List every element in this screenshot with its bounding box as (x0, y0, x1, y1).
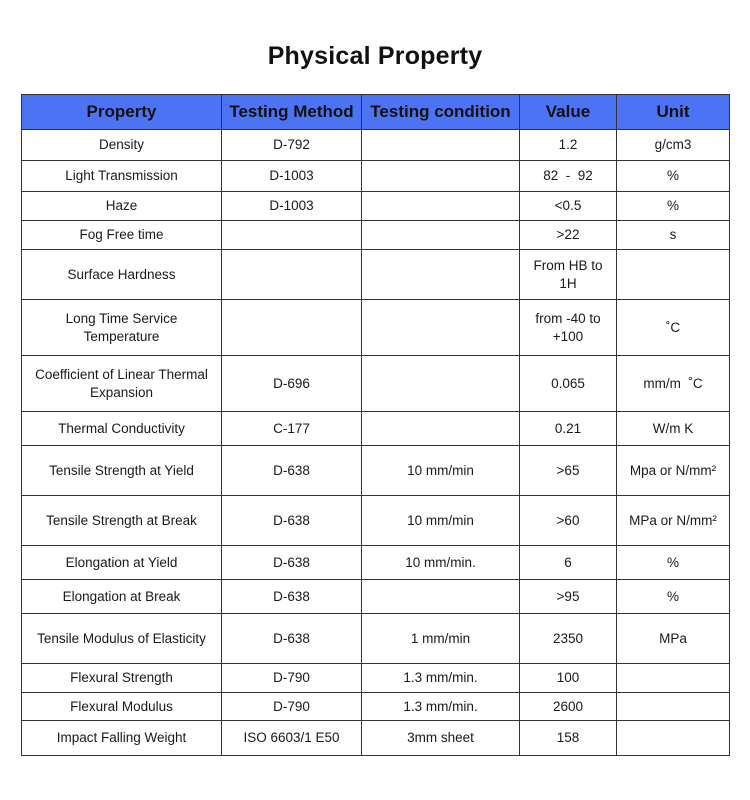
cell-value: 6 (520, 546, 617, 580)
table-row (22, 580, 730, 614)
cell-property: Thermal Conductivity (22, 412, 222, 446)
cell-condition: 10 mm/min. (362, 546, 520, 580)
cell-unit: MPa or N/mm² (617, 496, 730, 546)
cell-value: 158 (520, 721, 617, 756)
cell-unit (617, 664, 730, 693)
cell-method: D-792 (222, 130, 362, 161)
cell-method (222, 221, 362, 250)
table-row (22, 446, 730, 496)
header-value: Value (520, 95, 617, 130)
cell-unit: MPa (617, 614, 730, 664)
table-header-row (22, 95, 730, 130)
table-row (22, 412, 730, 446)
cell-property: Elongation at Yield (22, 546, 222, 580)
cell-unit: Mpa or N/mm² (617, 446, 730, 496)
cell-value: <0.5 (520, 192, 617, 221)
cell-property: Flexural Modulus (22, 693, 222, 721)
cell-condition (362, 130, 520, 161)
table-row (22, 721, 730, 756)
header-testing-method: Testing Method (222, 95, 362, 130)
cell-unit (617, 250, 730, 300)
cell-unit: % (617, 161, 730, 192)
cell-condition: 1.3 mm/min. (362, 693, 520, 721)
cell-method: D-696 (222, 356, 362, 412)
cell-unit: % (617, 580, 730, 614)
cell-property: Elongation at Break (22, 580, 222, 614)
table-row (22, 161, 730, 192)
cell-condition: 10 mm/min (362, 496, 520, 546)
cell-method: D-638 (222, 546, 362, 580)
cell-value: 0.21 (520, 412, 617, 446)
cell-property: Coefficient of Linear Thermal Expansion (22, 356, 222, 412)
cell-method: D-638 (222, 614, 362, 664)
property-table (21, 94, 730, 756)
table-row (22, 192, 730, 221)
cell-method: D-790 (222, 664, 362, 693)
cell-property: Surface Hardness (22, 250, 222, 300)
cell-value: 0.065 (520, 356, 617, 412)
cell-unit: % (617, 192, 730, 221)
cell-method: ISO 6603/1 E50 (222, 721, 362, 756)
cell-unit: s (617, 221, 730, 250)
cell-value: 100 (520, 664, 617, 693)
cell-property: Tensile Strength at Yield (22, 446, 222, 496)
page-title: Physical Property (267, 42, 483, 70)
cell-condition: 10 mm/min (362, 446, 520, 496)
cell-unit (617, 721, 730, 756)
cell-value: 82 - 92 (520, 161, 617, 192)
cell-property: Tensile Modulus of Elasticity (22, 614, 222, 664)
cell-value: >60 (520, 496, 617, 546)
cell-method: C-177 (222, 412, 362, 446)
cell-property: Tensile Strength at Break (22, 496, 222, 546)
cell-property: Impact Falling Weight (22, 721, 222, 756)
cell-condition (362, 161, 520, 192)
header-unit: Unit (617, 95, 730, 130)
cell-value: 1.2 (520, 130, 617, 161)
cell-value: from -40 to +100 (520, 300, 617, 356)
table-row (22, 664, 730, 693)
cell-condition (362, 250, 520, 300)
cell-value: 2600 (520, 693, 617, 721)
cell-condition (362, 412, 520, 446)
cell-condition (362, 300, 520, 356)
cell-method: D-638 (222, 446, 362, 496)
cell-condition: 1.3 mm/min. (362, 664, 520, 693)
table-row (22, 546, 730, 580)
cell-value: From HB to 1H (520, 250, 617, 300)
cell-value: >65 (520, 446, 617, 496)
cell-value: >95 (520, 580, 617, 614)
cell-method: D-1003 (222, 161, 362, 192)
cell-unit: W/m K (617, 412, 730, 446)
cell-property: Haze (22, 192, 222, 221)
header-property: Property (22, 95, 222, 130)
cell-property: Long Time Service Temperature (22, 300, 222, 356)
cell-property: Flexural Strength (22, 664, 222, 693)
table-row (22, 614, 730, 664)
cell-property: Fog Free time (22, 221, 222, 250)
table-row (22, 221, 730, 250)
cell-condition (362, 356, 520, 412)
table-row (22, 250, 730, 300)
cell-unit: % (617, 546, 730, 580)
table-row (22, 496, 730, 546)
cell-condition: 3mm sheet (362, 721, 520, 756)
cell-unit: ˚C (617, 300, 730, 356)
cell-unit (617, 693, 730, 721)
cell-method (222, 250, 362, 300)
cell-condition (362, 580, 520, 614)
cell-condition (362, 192, 520, 221)
cell-condition (362, 221, 520, 250)
table-row (22, 130, 730, 161)
cell-property: Light Transmission (22, 161, 222, 192)
cell-method: D-638 (222, 580, 362, 614)
table-row (22, 356, 730, 412)
cell-value: >22 (520, 221, 617, 250)
cell-property: Density (22, 130, 222, 161)
cell-method: D-1003 (222, 192, 362, 221)
cell-condition: 1 mm/min (362, 614, 520, 664)
cell-method: D-790 (222, 693, 362, 721)
cell-method (222, 300, 362, 356)
cell-value: 2350 (520, 614, 617, 664)
table-row (22, 300, 730, 356)
cell-unit: mm/m ˚C (617, 356, 730, 412)
cell-method: D-638 (222, 496, 362, 546)
header-testing-condition: Testing condition (362, 95, 520, 130)
table-row (22, 693, 730, 721)
cell-unit: g/cm3 (617, 130, 730, 161)
